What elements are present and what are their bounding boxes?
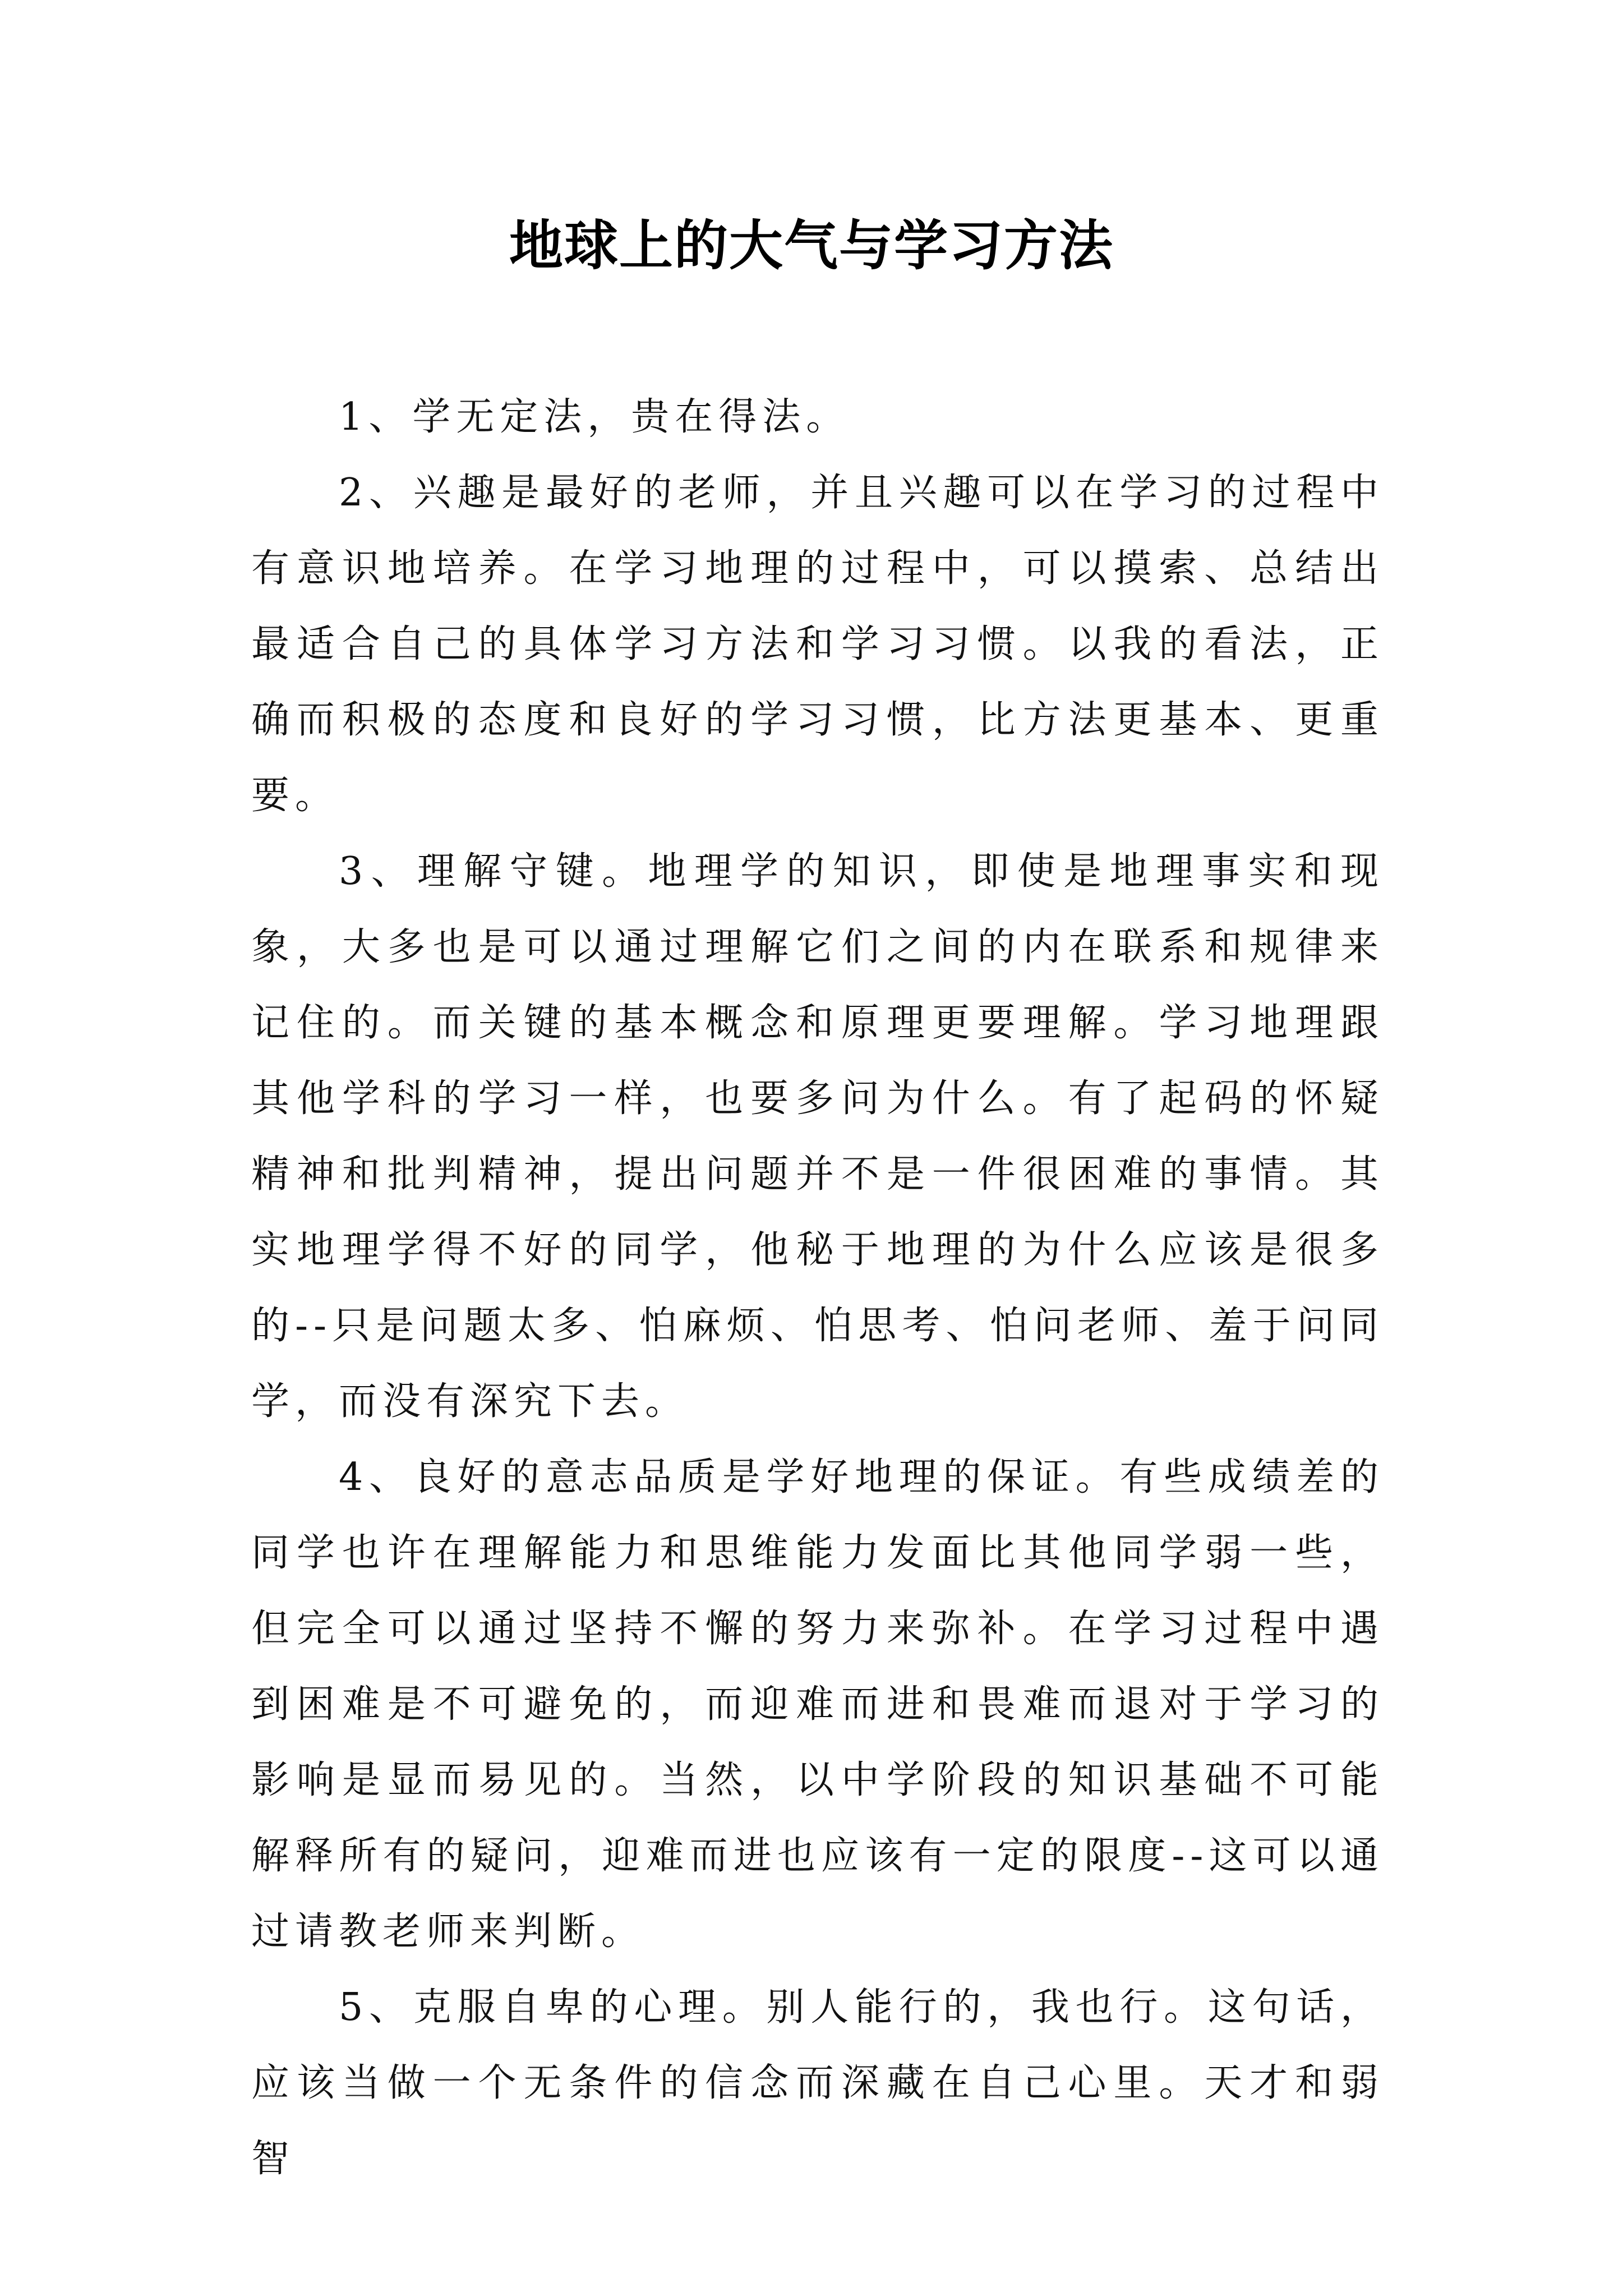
paragraph-1: 1、学无定法，贵在得法。 bbox=[339, 395, 850, 439]
paragraph-3: 3、理解守键。地理学的知识，即使是地理事实和现象，大多也是可以通过理解它们之间的内在联系和规律来记住的。而关键的基本概念和原理更要理解。学习地理跟其他学科的学习一样，也要多问为什么。有了起码的怀疑精神和批判精神，提出问题并不是一件很困难的事情。其实地理学得不好的同学，他秘于地理的为什么应该是很多的--只是问题太多、怕麻烦、怕思考、怕问老师、羞于问同学，而没有深究下去。 bbox=[251, 849, 1384, 1424]
document-body bbox=[251, 379, 1384, 2197]
paragraph-5: 5、克服自卑的心理。别人能行的，我也行。这句话，应该当做一个无条件的信念而深藏在自己心里。天才和弱智 bbox=[251, 1985, 1384, 2181]
paragraph-2: 2、兴趣是最好的老师，并且兴趣可以在学习的过程中有意识地培养。在学习地理的过程中，可以摸索、总结出最适合自己的具体学习方法和学习习惯。以我的看法，正确而积极的态度和良好的学习习惯，比方法更基本、更重要。 bbox=[251, 471, 1384, 818]
document-title: 地球上的大气与学习方法 bbox=[509, 214, 1114, 277]
paragraph-4: 4、良好的意志品质是学好地理的保证。有些成绩差的同学也许在理解能力和思维能力发面比其他同学弱一些，但完全可以通过坚持不懈的努力来弥补。在学习过程中遇到困难是不可避免的，而迎难而进和畏难而退对于学习的影响是显而易见的。当然，以中学阶段的知识基础不可能解释所有的疑问，迎难而进也应该有一定的限度--这可以通过请教老师来判断。 bbox=[251, 1455, 1384, 1954]
